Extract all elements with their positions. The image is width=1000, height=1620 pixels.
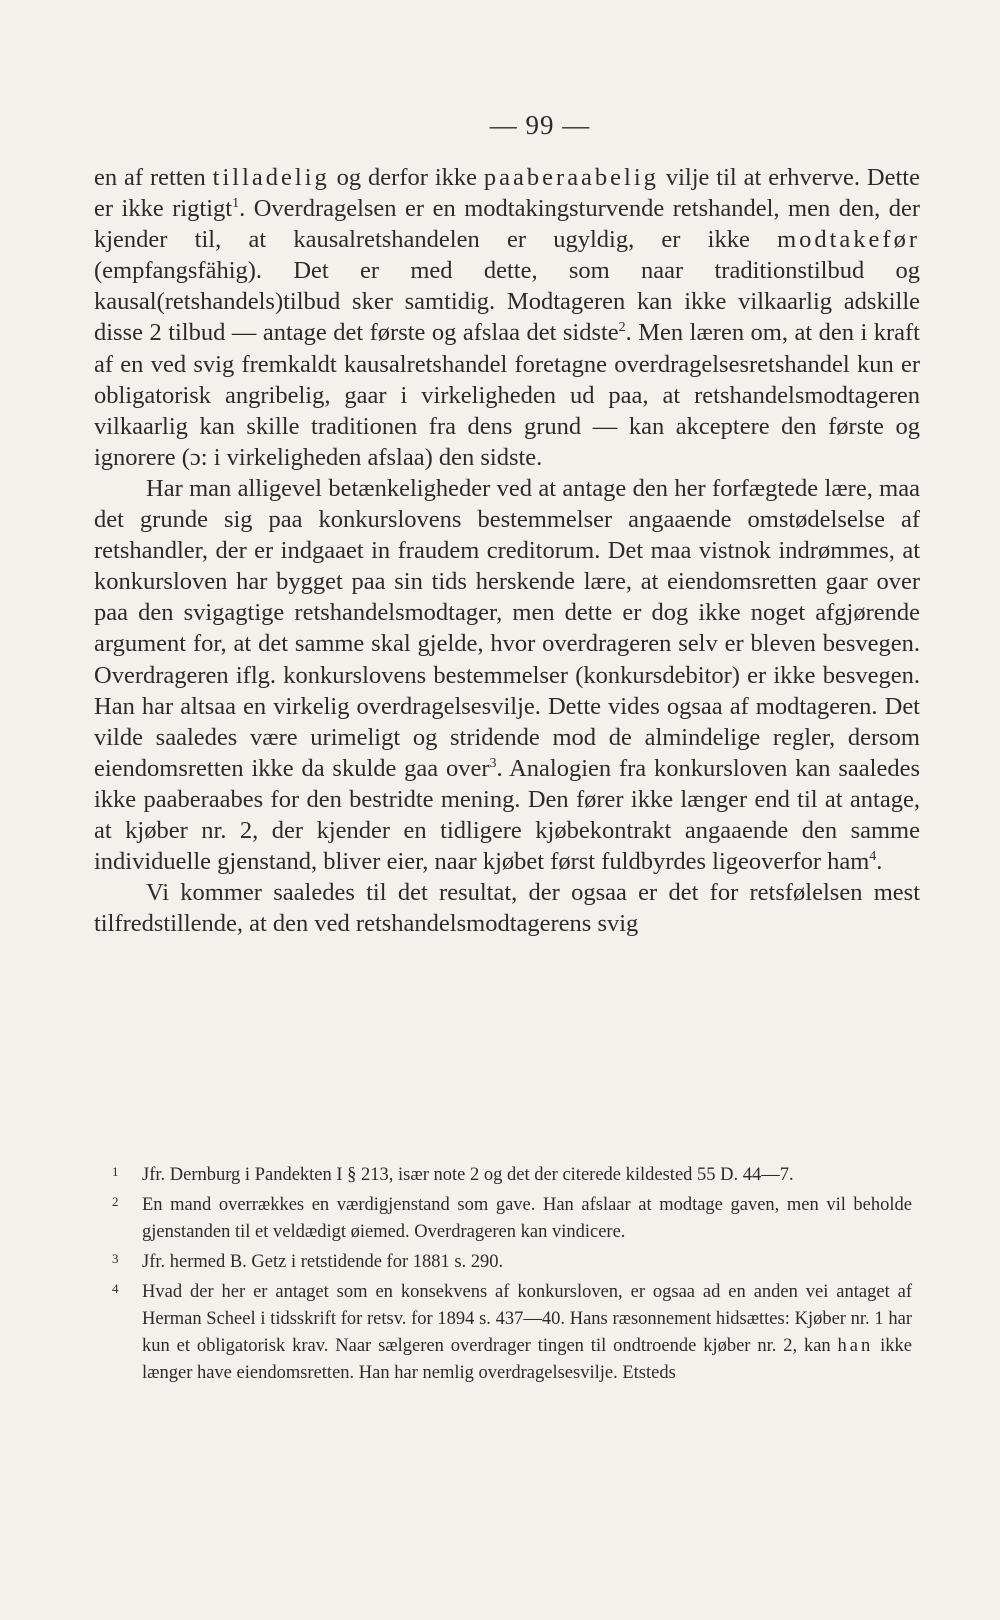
spaced-emphasis: han (837, 1336, 874, 1356)
footnote-mark: 2 (112, 1194, 119, 1209)
footnotes (112, 1162, 912, 1390)
text-run: . Men læren om, at den i kraft af en ved svig fremkaldt kausalretshandel foretagne overdragelsesretshandel kun er obligatorisk angribelig, gaar i virkeligheden ud paa, at retshandelsmodtageren vilkaarlig kan skille traditionen fra dens grund — kan akceptere den første og ignorere (ɔ: i virkeligheden afslaa) den sidste. (94, 319, 920, 471)
page-number: — 99 — (489, 110, 591, 140)
footnote-text: ikke længer have eiendomsretten. Han har nemlig overdragelsesvilje. Etsteds (142, 1336, 912, 1383)
spaced-emphasis: tilladelig (212, 164, 330, 191)
footnote-ref-2: 2 (618, 320, 626, 336)
footnote-text: Jfr. Dernburg i Pandekten I § 213, især note 2 og det der citerede kildested 55 D. 44—7. (142, 1165, 794, 1185)
body-text (94, 162, 920, 939)
text-run: Vi kommer saaledes til det resultat, der ogsaa er det for retsfølelsen mest tilfredstillende, at den ved retshandelsmodtagerens svig (94, 879, 920, 938)
text-run: . Analogien fra konkursloven kan saaledes ikke paaberaabes for den bestridte mening. Den fører ikke længer end til at antage, at kjøber nr. 2, der kjender en tidligere kjøbekontrakt angaaende den samme individuelle gjenstand, bliver eier, naar kjøbet først fuldbyrdes ligeoverfor ham (94, 754, 920, 876)
footnote-2 (112, 1192, 912, 1246)
footnote-text: En mand overrækkes en værdigjenstand som gave. Han afslaar at modtage gaven, men vil beholde gjenstanden til et veldædigt øiemed. Overdrageren kan vindicere. (142, 1195, 912, 1242)
footnote-ref-4: 4 (869, 848, 877, 864)
spaced-emphasis: modtakefør (777, 226, 920, 254)
text-run: Har man alligevel betænkeligheder ved at antage den her forfægtede lære, maa det grunde sig paa konkurslovens bestemmelser angaaende omstødelselse af retshandler, der er indgaaet in fraudem creditorum. Det maa vistnok indrømmes, at konkursloven har bygget paa sin tids herskende lære, at eiendomsretten gaar over paa den svigagtige retshandelsmodtager, men dette er dog ikke noget afgjørende argument for, at det samme skal gjelde, hvor overdrageren selv er bleven besvegen. Overdrageren iflg. konkurslovens bestemmelser (konkursdebitor) er ikke besvegen. Han har altsaa en virkelig overdragelsesvilje. Dette vides ogsaa af modtageren. Det vilde saaledes være urimeligt og stridende mod de almindelige regler, dersom eiendomsretten ikke da skulde gaa over (94, 474, 920, 782)
footnote-mark: 4 (112, 1281, 119, 1296)
spaced-emphasis: paaberaabelig (483, 164, 659, 191)
text-run: vilje til at erhverve. Dette er ikke rigtigt (94, 164, 920, 223)
footnote-1 (112, 1162, 912, 1189)
footnote-4 (112, 1279, 912, 1387)
text-run: . (876, 848, 883, 876)
text-run: en af retten (94, 164, 213, 191)
footnote-text: Hvad der her er antaget som en konsekvens af konkursloven, er ogsaa ad en anden vei antaget af Herman Scheel i tidsskrift for retsv. for 1894 s. 437—40. Hans ræsonnement hidsættes: Kjøber nr. 1 har kun et obligatorisk krav. Naar sælgeren overdrager tingen til ondtroende kjøber nr. 2, kan (142, 1282, 912, 1356)
footnote-mark: 1 (112, 1164, 119, 1179)
footnote-mark: 3 (112, 1251, 119, 1266)
footnote-ref-1: 1 (232, 195, 240, 211)
footnote-text: Jfr. hermed B. Getz i retstidende for 1881 s. 290. (142, 1252, 504, 1272)
paragraph-1 (94, 162, 920, 473)
text-run: . Overdragelsen er en modtakingsturvende retshandel, men den, der kjender til, at kausalretshandelen er ugyldig, er ikke (94, 195, 920, 254)
text-run: (empfangsfähig). Det er med dette, som naar traditionstilbud og kausal(retshandels)tilbud sker samtidig. Modtageren kan ikke vilkaarlig adskille disse 2 tilbud — antage det første og afslaa det sidste (94, 257, 920, 347)
paragraph-2 (94, 473, 920, 877)
footnote-ref-3: 3 (489, 755, 497, 771)
text-run: og derfor ikke (329, 164, 484, 191)
paragraph-3 (94, 877, 920, 939)
footnote-3 (112, 1249, 912, 1276)
